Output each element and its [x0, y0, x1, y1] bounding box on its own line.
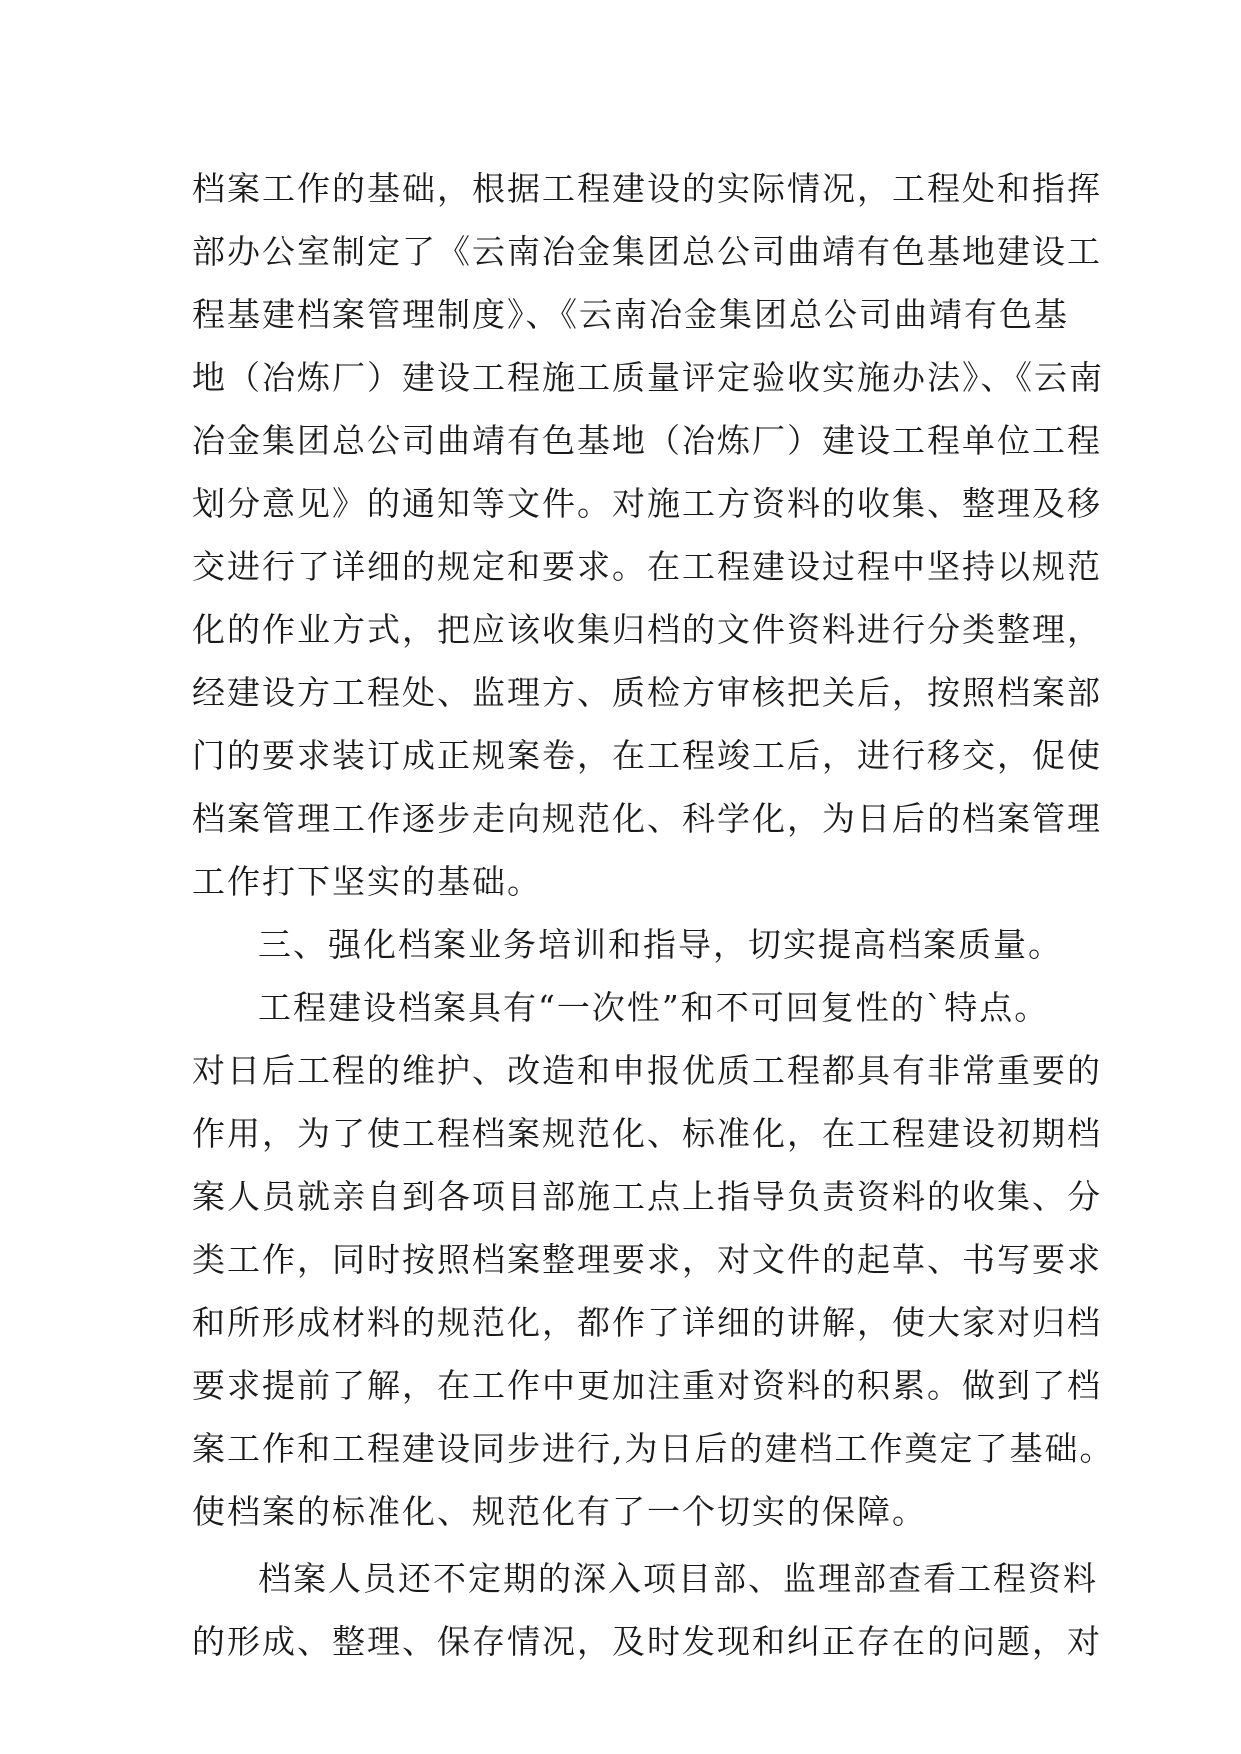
- text-line: 对日后工程的维护、改造和申报优质工程都具有非常重要的: [192, 1051, 1102, 1090]
- text-line: 要求提前了解，在工作中更加注重对资料的积累。做到了档: [192, 1366, 1102, 1405]
- text-line: 作用，为了使工程档案规范化、标准化，在工程建设初期档: [192, 1114, 1102, 1153]
- text-line: 类工作，同时按照档案整理要求，对文件的起草、书写要求: [192, 1240, 1102, 1279]
- text-line: 交进行了详细的规定和要求。在工程建设过程中坚持以规范: [192, 547, 1102, 586]
- text-line: 冶金集团总公司曲靖有色基地（冶炼厂）建设工程单位工程: [192, 421, 1102, 460]
- section-heading: 三、强化档案业务培训和指导，切实提高档案质量。: [258, 925, 1063, 964]
- text-line: 化的作业方式，把应该收集归档的文件资料进行分类整理，: [192, 610, 1102, 649]
- text-line: 门的要求装订成正规案卷，在工程竣工后，进行移交，促使: [192, 736, 1102, 775]
- text-line: 划分意见》的通知等文件。对施工方资料的收集、整理及移: [192, 484, 1102, 523]
- paragraph-start-line: 工程建设档案具有“一次性”和不可回复性的`特点。: [258, 988, 1050, 1027]
- text-line: 程基建档案管理制度》、《云南冶金集团总公司曲靖有色基: [192, 295, 1069, 334]
- body-text: [192, 157, 1115, 1673]
- paragraph-start-line: 档案人员还不定期的深入项目部、监理部查看工程资料: [258, 1559, 1098, 1598]
- text-line: 地（冶炼厂）建设工程施工质量评定验收实施办法》、《云南: [192, 358, 1104, 397]
- text-line: 档案工作的基础，根据工程建设的实际情况，工程处和指挥: [192, 169, 1102, 208]
- text-line: 和所形成材料的规范化，都作了详细的讲解，使大家对归档: [192, 1303, 1102, 1342]
- text-line: 的形成、整理、保存情况，及时发现和纠正存在的问题，对: [192, 1622, 1102, 1661]
- text-line: 使档案的标准化、规范化有了一个切实的保障。: [192, 1492, 927, 1531]
- text-line: 工作打下坚实的基础。: [192, 862, 542, 901]
- text-line: 案人员就亲自到各项目部施工点上指导负责资料的收集、分: [192, 1177, 1102, 1216]
- text-line: 档案管理工作逐步走向规范化、科学化，为日后的档案管理: [192, 799, 1102, 838]
- text-line: 部办公室制定了《云南冶金集团总公司曲靖有色基地建设工: [192, 232, 1102, 271]
- text-line: 案工作和工程建设同步进行,为日后的建档工作奠定了基础。: [192, 1429, 1115, 1468]
- text-line: 经建设方工程处、监理方、质检方审核把关后，按照档案部: [192, 673, 1102, 712]
